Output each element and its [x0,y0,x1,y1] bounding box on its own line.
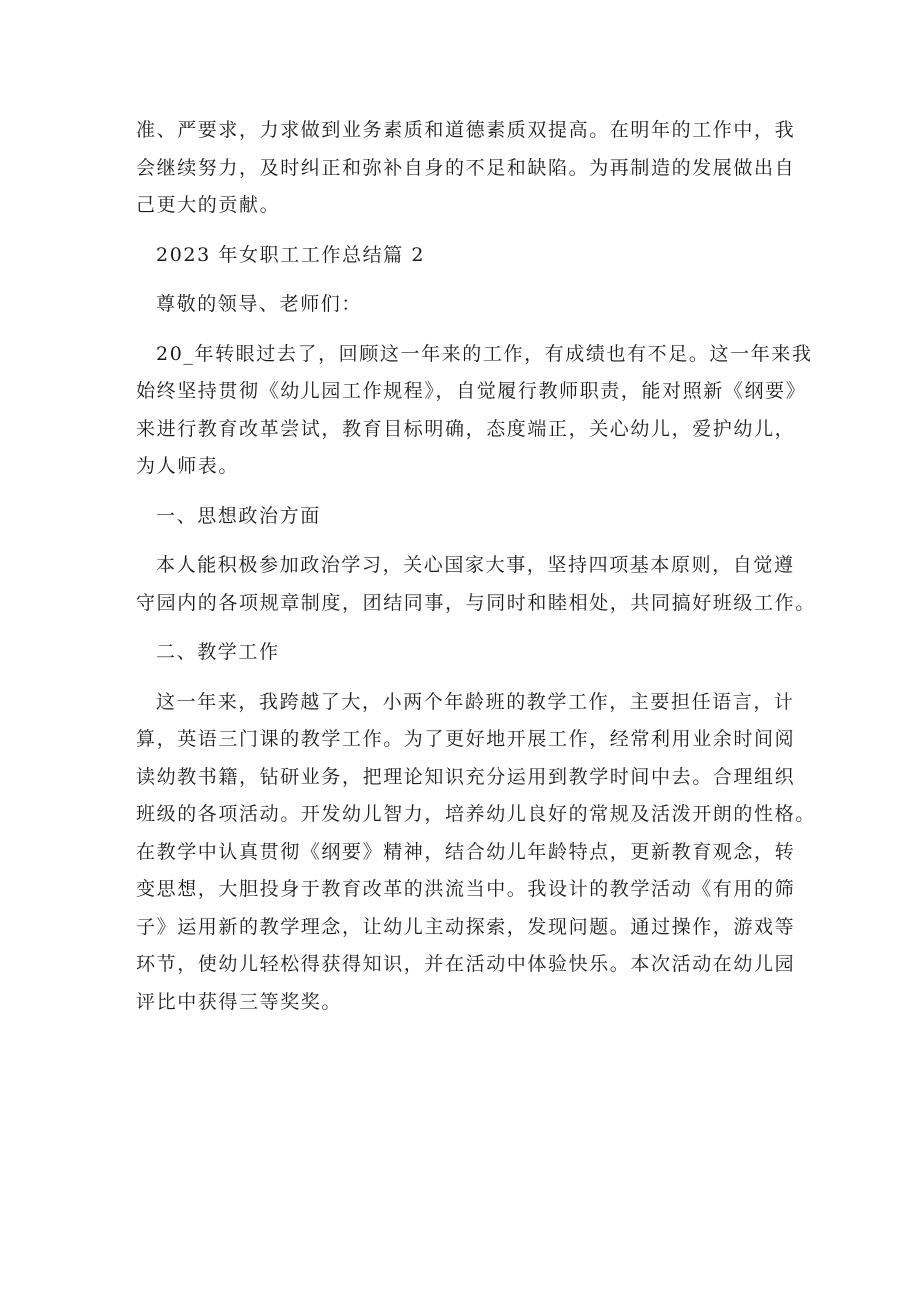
text-line: 算，英语三门课的教学工作。为了更好地开展工作，经常利用业余时间阅 [136,728,796,750]
text-line: 评比中获得三等奖奖。 [136,990,343,1013]
text-line: 二、教学工作 [156,641,280,663]
paragraph-closing [136,112,800,225]
heading-politics [136,498,800,536]
text-line: 准、严要求，力求做到业务素质和道德素质双提高。在明年的工作中，我 [136,119,796,141]
paragraph-intro [136,336,813,486]
text-line: 始终坚持贯彻《幼儿园工作规程》，自觉履行教师职责，能对照新《纲要》 [136,380,807,402]
text-line: 尊敬的领导、老师们： [156,293,363,315]
text-line: 为人师表。 [136,455,240,477]
text-line: 守园内的各项规章制度，团结同事，与同时和睦相处，共同搞好班级工作。 [136,591,816,614]
salutation [136,286,800,324]
text-line: 会继续努力，及时纠正和弥补自身的不足和缺陷。为再制造的发展做出自 [136,156,796,179]
paragraph-teaching [136,684,816,1022]
text-line: 这一年来，我跨越了大，小两个年龄班的教学工作，主要担任语言，计 [156,690,795,713]
text-line: 子》运用新的教学理念，让幼儿主动探索，发现问题。通过操作，游戏等 [136,915,796,938]
text-line: 在教学中认真贯彻《纲要》精神，结合幼儿年龄特点，更新教育观念，转 [136,840,796,863]
document-body [136,112,816,1033]
text-line: 变思想，大胆投身于教育改革的洪流当中。我设计的教学活动《有用的筛 [136,878,796,900]
heading-teaching [136,634,800,672]
text-line: 2023 年女职工工作总结篇 2 [156,243,426,266]
section-title [136,237,800,275]
text-line: 20_年转眼过去了，回顾这一年来的工作，有成绩也有不足。这一年来我 [156,342,813,365]
text-line: 己更大的贡献。 [136,194,281,216]
text-line: 班级的各项活动。开发幼儿智力，培养幼儿良好的常规及活泼开朗的性格。 [136,803,816,825]
text-line: 本人能积极参加政治学习，关心国家大事，坚持四项基本原则，自觉遵 [156,554,795,576]
text-line: 读幼教书籍，钻研业务，把理论知识充分运用到教学时间中去。合理组织 [136,765,796,788]
text-line: 来进行教育改革尝试，教育目标明确，态度端正，关心幼儿，爱护幼儿， [136,417,796,440]
text-line: 环节，使幼儿轻松得获得知识，并在活动中体验快乐。本次活动在幼儿园 [136,953,796,975]
text-line: 一、思想政治方面 [156,504,321,527]
paragraph-politics [136,547,816,622]
